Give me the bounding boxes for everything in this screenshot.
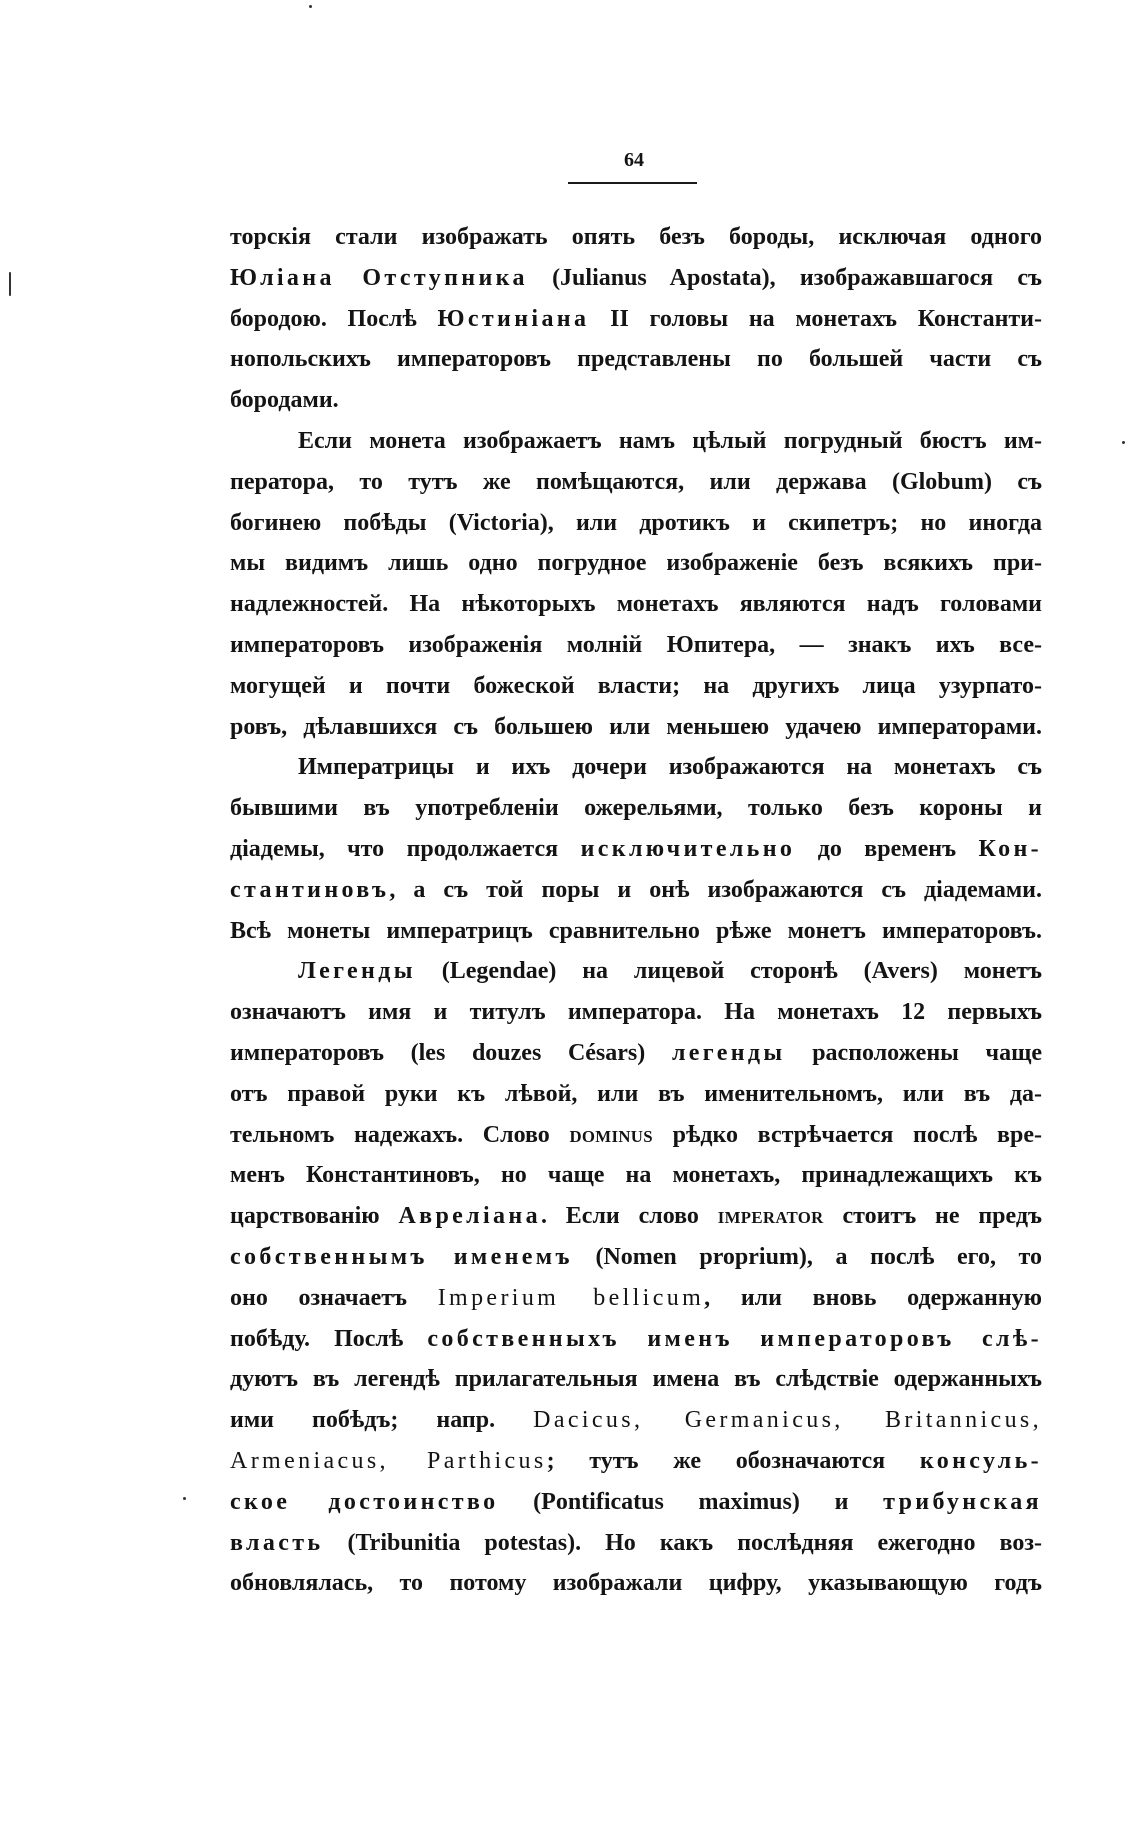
text-segment: (Nomen proprium), а послѣ его, то: [572, 1243, 1042, 1270]
text-line: [230, 258, 1042, 299]
text-segment: бывшими въ употребленіи ожерельями, только безъ короны и: [230, 795, 1042, 822]
text-segment: означаютъ имя и титулъ императора. На монетахъ 12 первыхъ: [230, 999, 1042, 1026]
paragraph-first-line: [230, 421, 1042, 462]
text-line: [230, 707, 1042, 748]
text-line: [230, 1359, 1042, 1400]
text-line: [230, 1033, 1042, 1074]
text-segment: ими побѣдъ; напр.: [230, 1407, 534, 1434]
text-line: [230, 829, 1042, 870]
text-segment: ровъ, дѣлавшихся съ большею или меньшею удачею императорами.: [230, 713, 1042, 740]
text-segment: Если монета изображаетъ намъ цѣлый погрудный бюстъ им-: [298, 427, 1042, 454]
text-segment: отъ правой руки къ лѣвой, или въ именительномъ, или въ да-: [230, 1080, 1042, 1107]
text-segment: побѣду. Послѣ: [230, 1325, 428, 1352]
spaced-text: легенды: [671, 1039, 786, 1066]
text-segment: , а съ той поры и онѣ изображаются съ діадемами.: [389, 876, 1042, 903]
text-line: [230, 299, 1042, 340]
text-line: [230, 503, 1042, 544]
text-line: [230, 1196, 1042, 1237]
text-segment: императоровъ изображенія молній Юпитера, — знакъ ихъ все-: [230, 631, 1042, 658]
text-line: [230, 1400, 1042, 1441]
spaced-text: Юстиніана: [437, 305, 590, 332]
text-segment: (Julianus Apostata), изображавшагося съ: [527, 264, 1042, 291]
spaced-text: стантиновъ: [230, 876, 390, 903]
paragraph-first-line: [230, 951, 1042, 992]
scan-speck: [9, 272, 11, 296]
spaced-text: Dacicus, Germanicus, Britannicus,: [533, 1407, 1042, 1434]
spaced-text: Armeniacus, Parthicus: [230, 1447, 547, 1474]
text-line: [230, 217, 1042, 258]
small-caps-text: DOMINUS: [569, 1126, 653, 1146]
text-line: [230, 462, 1042, 503]
spaced-text: Авреліана: [398, 1203, 541, 1230]
text-line: [230, 870, 1042, 911]
text-segment: оно означаетъ: [230, 1284, 438, 1311]
text-segment: Всѣ монеты императрицъ сравнительно рѣже монетъ императоровъ.: [230, 917, 1042, 944]
text-segment: мы видимъ лишь одно погрудное изображеніе безъ всякихъ при-: [230, 550, 1042, 577]
text-line: [230, 911, 1042, 952]
text-segment: стоитъ не предъ: [823, 1203, 1042, 1230]
text-line: [230, 1278, 1042, 1319]
spaced-text: консуль-: [919, 1447, 1042, 1474]
text-segment: торскія стали изображать опять безъ бороды, исключая одного: [230, 224, 1042, 250]
text-line: [230, 1441, 1042, 1482]
text-segment: Императрицы и ихъ дочери изображаются на монетахъ съ: [298, 754, 1042, 781]
text-segment: надлежностей. На нѣкоторыхъ монетахъ являются надъ головами: [230, 591, 1042, 618]
text-segment: (Tribunitia potestas). Но какъ послѣдняя ежегодно воз-: [323, 1529, 1042, 1556]
text-segment: . Если слово: [540, 1203, 718, 1230]
text-segment: бородою. Послѣ: [230, 305, 438, 332]
spaced-text: Imperium bellicum: [437, 1284, 705, 1311]
scan-speck: [183, 1497, 186, 1500]
text-segment: рѣдко встрѣчается послѣ вре-: [652, 1121, 1042, 1148]
text-segment: діадемы, что продолжается: [230, 835, 581, 862]
text-segment: дуютъ въ легендѣ прилагательныя имена въ слѣдствіе одержанныхъ: [230, 1366, 1042, 1393]
text-line: [230, 1523, 1042, 1564]
text-line: [230, 1563, 1042, 1604]
text-segment: до временъ: [795, 835, 979, 862]
text-segment: ператора, то тутъ же помѣщаются, или держава (Globum) съ: [230, 468, 1042, 495]
text-line: [230, 1115, 1042, 1156]
text-segment: тельномъ надежахъ. Слово: [230, 1121, 570, 1148]
text-line: [230, 1237, 1042, 1278]
spaced-text: трибунская: [883, 1488, 1042, 1515]
text-segment: императоровъ (les douzes Césars): [230, 1039, 672, 1066]
spaced-text: ское достоинство: [230, 1488, 499, 1515]
spaced-text: Кон-: [978, 835, 1042, 862]
small-caps-text: IMPERATOR: [717, 1208, 824, 1228]
spaced-text: власть: [230, 1529, 324, 1556]
text-segment: , или вновь одержанную: [704, 1284, 1042, 1311]
text-line: [230, 625, 1042, 666]
text-segment: царствованію: [230, 1203, 399, 1230]
scan-speck: [309, 5, 312, 8]
text-line: [230, 1482, 1042, 1523]
text-segment: II головы на монетахъ Константи-: [589, 305, 1042, 332]
text-segment: богинею побѣды (Victoria), или дротикъ и скипетръ; но иногда: [230, 509, 1042, 536]
text-segment: расположены чаще: [785, 1039, 1042, 1066]
text-segment: (Pontificatus maximus) и: [498, 1488, 884, 1515]
spaced-text: Легенды: [298, 958, 416, 985]
text-segment: нопольскихъ императоровъ представлены по большей части съ: [230, 346, 1042, 373]
text-line: [230, 380, 1042, 421]
spaced-text: исключительно: [580, 835, 796, 862]
text-line: [230, 543, 1042, 584]
text-segment: обновлялась, то потому изображали цифру, указывающую годъ: [230, 1570, 1042, 1597]
spaced-text: собственнымъ именемъ: [230, 1243, 573, 1270]
text-line: [230, 339, 1042, 380]
text-segment: ; тутъ же обозначаются: [546, 1447, 920, 1474]
text-line: [230, 788, 1042, 829]
spaced-text: Юліана Отступника: [230, 264, 528, 291]
paragraph-first-line: [230, 747, 1042, 788]
text-line: [230, 1319, 1042, 1360]
text-segment: бородами.: [230, 387, 339, 414]
text-line: [230, 992, 1042, 1033]
text-segment: (Legendae) на лицевой сторонѣ (Avers) монетъ: [415, 958, 1042, 985]
text-line: [230, 584, 1042, 625]
text-line: [230, 1155, 1042, 1196]
spaced-text: собственныхъ именъ императоровъ слѣ-: [427, 1325, 1042, 1352]
body-text: [230, 217, 1042, 1604]
header-rule: [568, 182, 697, 184]
text-segment: могущей и почти божеской власти; на другихъ лица узурпато-: [230, 672, 1042, 699]
page-number: 64: [624, 149, 644, 171]
scan-speck: [1122, 441, 1125, 444]
text-line: [230, 666, 1042, 707]
text-segment: менъ Константиновъ, но чаще на монетахъ, принадлежащихъ къ: [230, 1162, 1042, 1189]
text-line: [230, 1074, 1042, 1115]
